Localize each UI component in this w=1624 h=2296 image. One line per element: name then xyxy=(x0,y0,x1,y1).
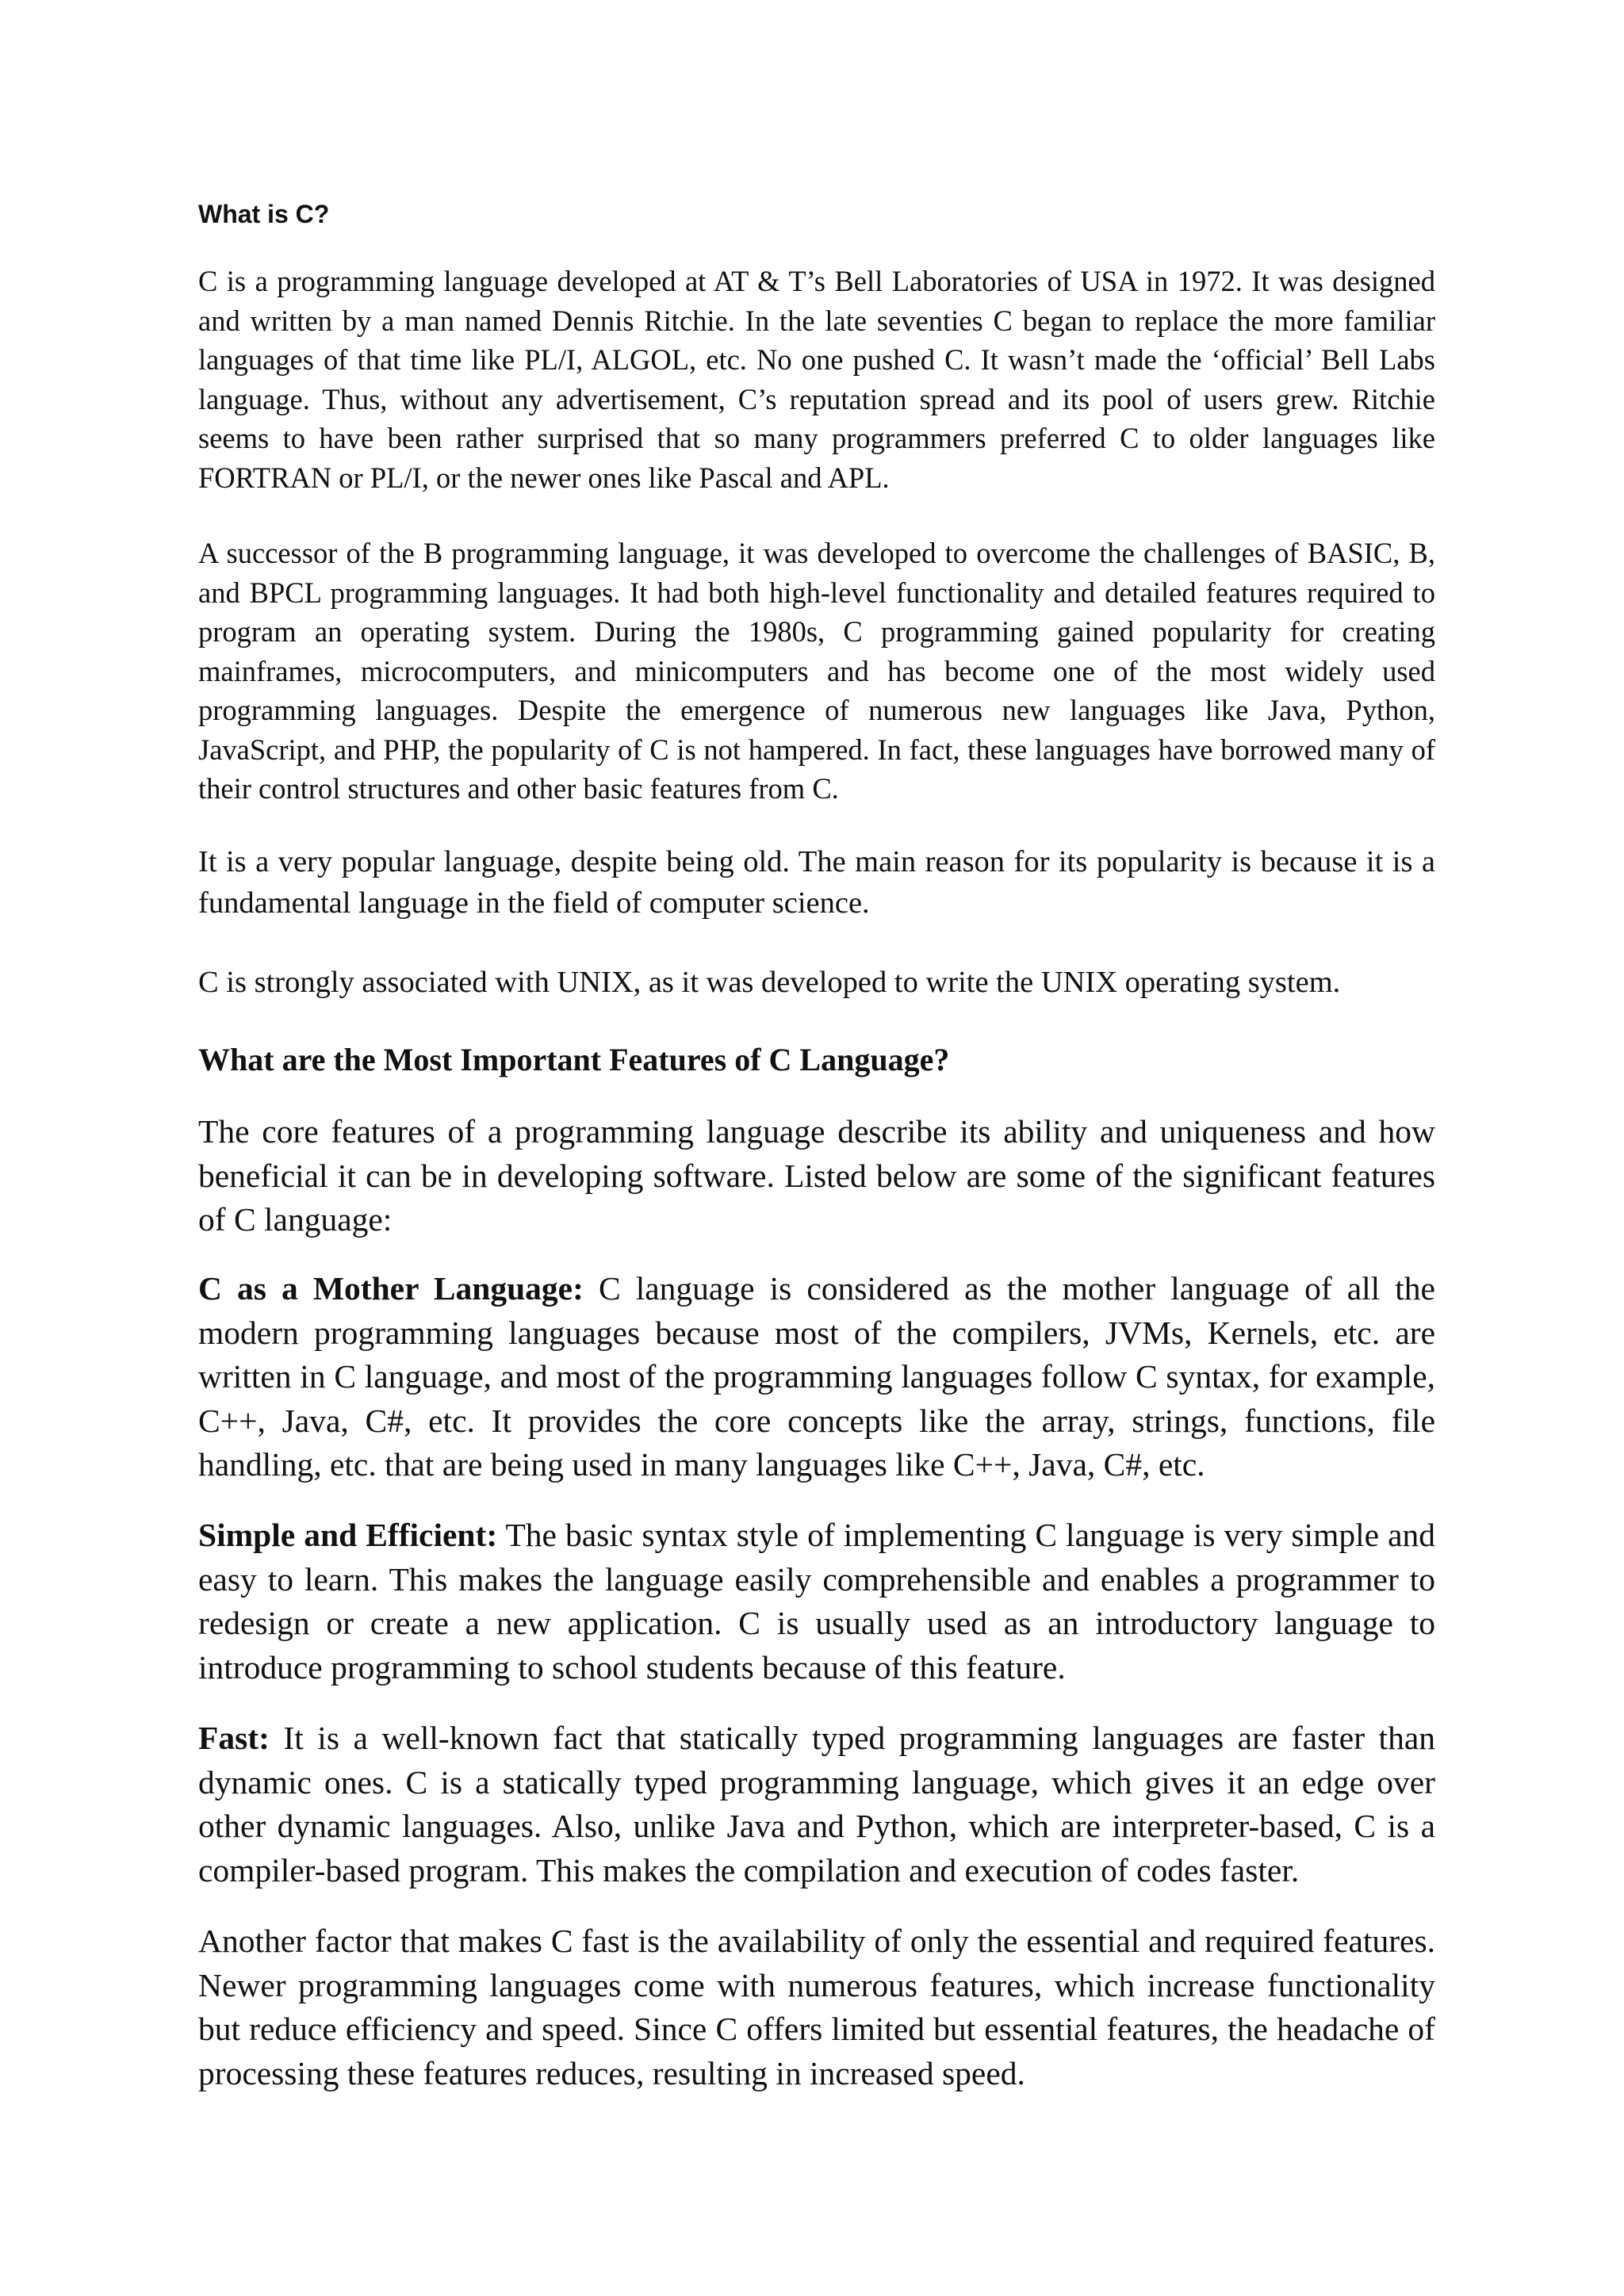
paragraph-popular: It is a very popular language, despite being old. The main reason for its popularity is because it is a fundamental language in the field of computer science. xyxy=(198,845,1435,920)
feature-fast-text: It is a well-known fact that statically typed programming languages are faster than dynamic ones. C is a statically typed programming language, which gives it an edge over other dynamic languages. Also, unlike Java and Python, which are interpreter-based, C is a compiler-based program. This makes the compilation and execution of codes faster. xyxy=(198,1720,1435,1888)
feature-fast xyxy=(198,1716,1435,1892)
feature-mother-text: C language is considered as the mother language of all the modern programming languages because most of the compilers, JVMs, Kernels, etc. are written in C language, and most of the programming languages follow C syntax, for example, C++, Java, C#, etc. It provides the core concepts like the array, strings, functions, file handling, etc. that are being used in many languages like C++, Java, C#, etc. xyxy=(198,1270,1435,1483)
feature-fast-label: Fast: xyxy=(198,1720,270,1756)
paragraph-another-factor: Another factor that makes C fast is the availability of only the essential and required features. Newer programming languages come with numerous features, which increase functionality but reduce efficiency and speed. Since C offers limited but essential features, the headache of processing these features reduces, resulting in increased speed. xyxy=(198,1923,1435,2091)
feature-mother-label: C as a Mother Language: xyxy=(198,1270,584,1307)
paragraph-history: C is a programming language developed at AT & T’s Bell Laboratories of USA in 1972. It was designed and written by a man named Dennis Ritchie. In the late seventies C began to replace the more familiar languages of that time like PL/I, ALGOL, etc. No one pushed C. It wasn’t made the ‘official’ Bell Labs language. Thus, without any advertisement, C’s reputation spread and its pool of users grew. Ritchie seems to have been rather surprised that so many programmers preferred C to older languages like FORTRAN or PL/I, or the newer ones like Pascal and APL. xyxy=(198,265,1435,494)
paragraph-unix: C is strongly associated with UNIX, as it was developed to write the UNIX operating system. xyxy=(198,966,1341,999)
feature-simple-label: Simple and Efficient: xyxy=(198,1517,498,1553)
feature-mother-language xyxy=(198,1267,1435,1487)
feature-simple-text: The basic syntax style of implementing C language is very simple and easy to learn. This makes the language easily comprehensible and enables a programmer to redesign or create a new application. C is usually used as an introductory language to introduce programming to school students because of this feature. xyxy=(198,1517,1436,1686)
feature-simple-efficient xyxy=(198,1513,1435,1689)
paragraph-successor: A successor of the B programming language, it was developed to overcome the challenges of BASIC, B, and BPCL programming languages. It had both high-level functionality and detailed features required to program an operating system. During the 1980s, C programming gained popularity for creating mainframes, microcomputers, and minicomputers and has become one of the most widely used programming languages. Despite the emergence of numerous new languages like Java, Python, JavaScript, and PHP, the popularity of C is not hampered. In fact, these languages have borrowed many of their control structures and other basic features from C. xyxy=(198,537,1435,805)
paragraph-core-features: The core features of a programming language describe its ability and uniqueness and how beneficial it can be in developing software. Listed below are some of the significant features of C language: xyxy=(198,1113,1435,1238)
heading-features: What are the Most Important Features of C Language? xyxy=(198,1042,950,1077)
heading-what-is-c: What is C? xyxy=(198,200,330,228)
